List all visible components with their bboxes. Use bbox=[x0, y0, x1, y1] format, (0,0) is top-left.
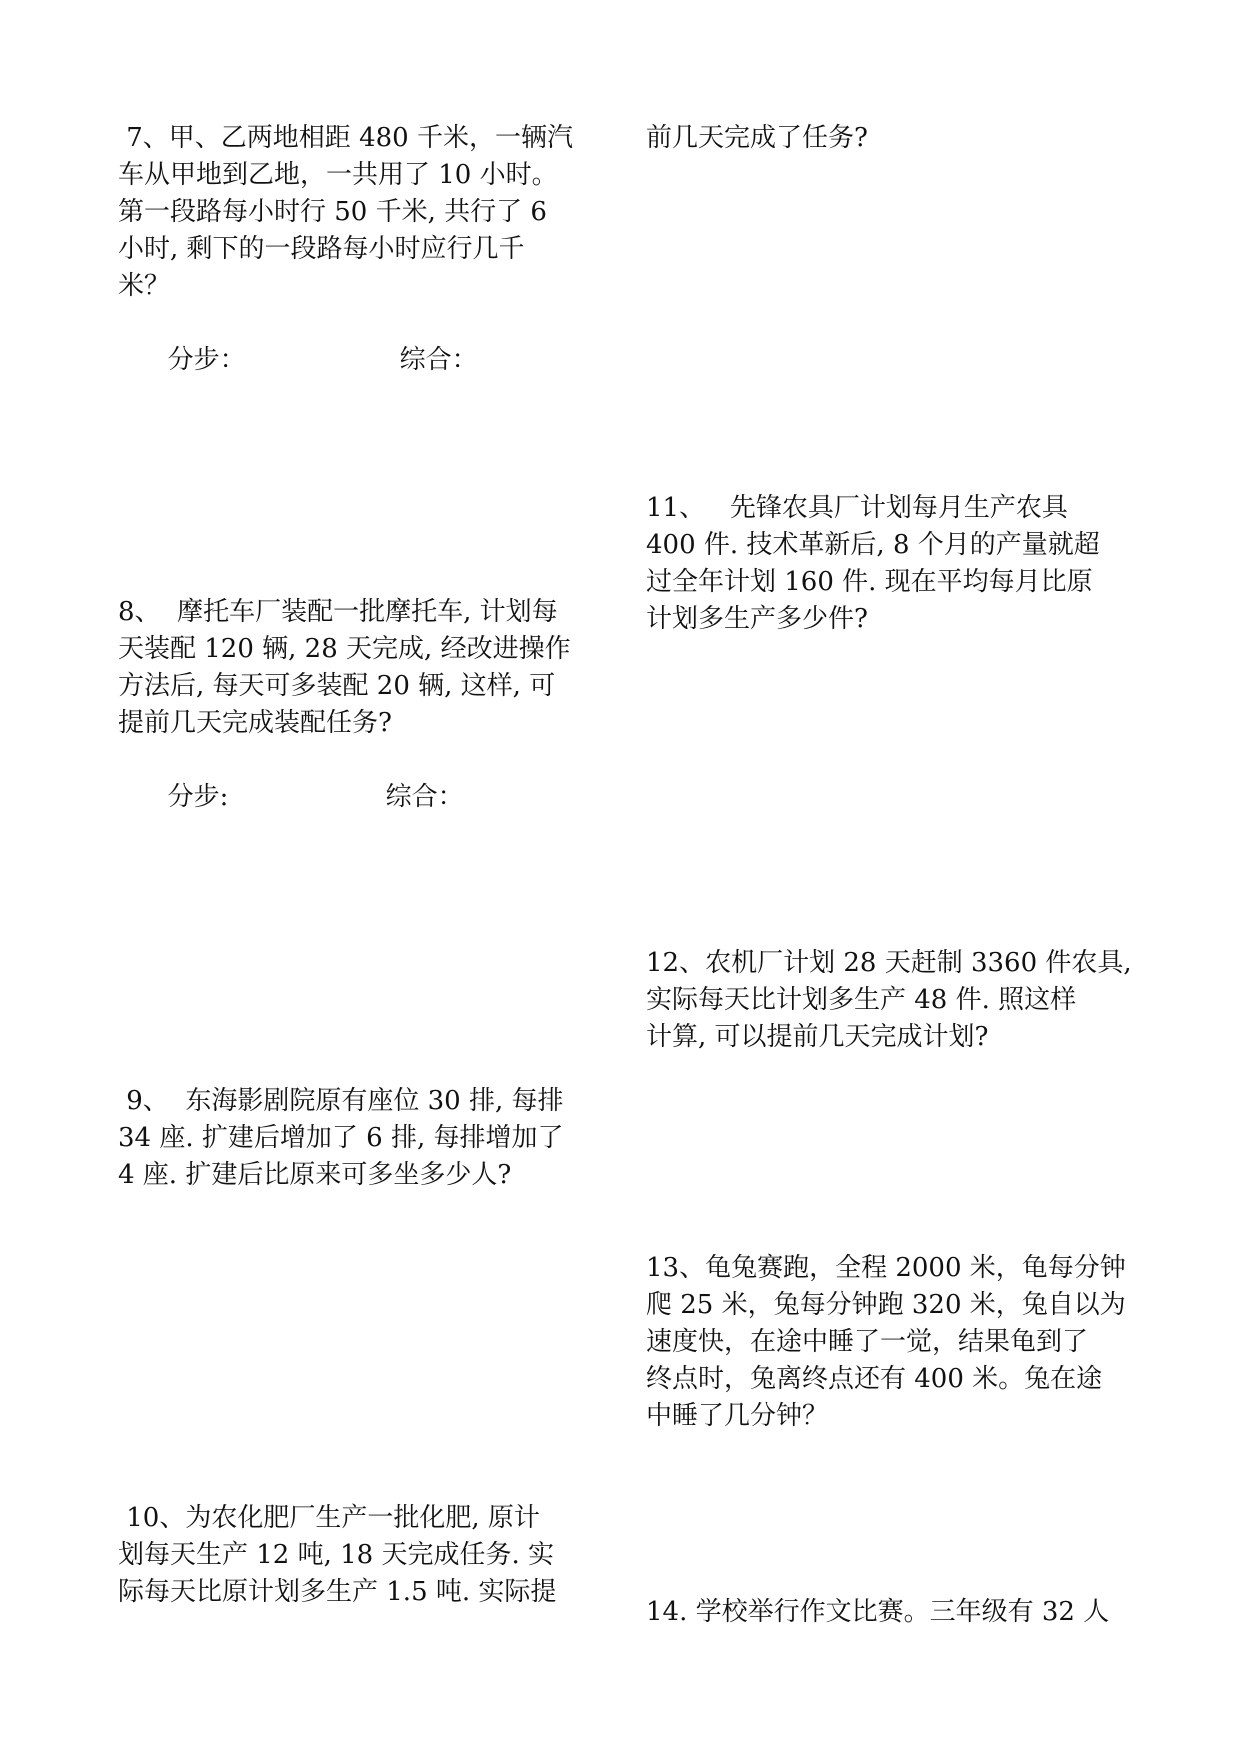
problem-12-line-2: 实际每天比计划多生产 48 件. 照这样 bbox=[646, 985, 1077, 1015]
problem-8-line-3: 方法后, 每天可多装配 20 辆, 这样, 可 bbox=[118, 671, 556, 701]
problem-13 bbox=[646, 1250, 1156, 1435]
problem-10 bbox=[118, 1500, 628, 1611]
combined-label: 综合： bbox=[399, 345, 478, 375]
problem-7-line-4: 小时, 剩下的一段路每小时应行几千 bbox=[118, 234, 525, 264]
problem-7-line-1: 7、甲、乙两地相距 480 千米，一辆汽 bbox=[118, 123, 573, 153]
step-label: 分步: bbox=[167, 782, 229, 812]
problem-13-line-1: 13、龟兔赛跑，全程 2000 米，龟每分钟 bbox=[646, 1253, 1126, 1283]
problem-9 bbox=[118, 1083, 628, 1194]
problem-7-answer-labels bbox=[118, 305, 628, 375]
problem-7 bbox=[118, 120, 628, 375]
problem-10-line-1: 10、为农化肥厂生产一批化肥, 原计 bbox=[118, 1503, 540, 1533]
problem-11 bbox=[646, 490, 1156, 638]
problem-13-line-5: 中睡了几分钟？ bbox=[646, 1401, 829, 1431]
problem-8-line-2: 天装配 120 辆, 28 天完成, 经改进操作 bbox=[118, 634, 571, 664]
problem-11-line-4: 计划多生产多少件? bbox=[646, 604, 868, 634]
problem-7-line-3: 第一段路每小时行 50 千米, 共行了 6 bbox=[118, 197, 547, 227]
problem-10-line-2: 划每天生产 12 吨, 18 天完成任务. 实 bbox=[118, 1540, 555, 1570]
problem-11-line-3: 过全年计划 160 件. 现在平均每月比原 bbox=[646, 567, 1093, 597]
problem-12 bbox=[646, 945, 1156, 1056]
problem-8-line-1: 8、 摩托车厂装配一批摩托车, 计划每 bbox=[118, 597, 558, 627]
problem-13-line-2: 爬 25 米，兔每分钟跑 320 米，兔自以为 bbox=[646, 1290, 1126, 1320]
problem-7-line-5: 米？ bbox=[118, 271, 171, 301]
problem-10-continued-line-1: 前几天完成了任务? bbox=[646, 123, 868, 153]
problem-13-line-4: 终点时，兔离终点还有 400 米。兔在途 bbox=[646, 1364, 1103, 1394]
problem-9-line-3: 4 座. 扩建后比原来可多坐多少人? bbox=[118, 1160, 512, 1190]
problem-8-line-4: 提前几天完成装配任务? bbox=[118, 708, 392, 738]
step-label: 分步： bbox=[167, 345, 246, 375]
problem-12-line-3: 计算, 可以提前几天完成计划? bbox=[646, 1022, 989, 1052]
problem-12-line-1: 12、农机厂计划 28 天赶制 3360 件农具, bbox=[646, 948, 1132, 978]
problem-10-line-3: 际每天比原计划多生产 1.5 吨. 实际提 bbox=[118, 1577, 557, 1607]
problem-8 bbox=[118, 594, 628, 812]
problem-13-line-3: 速度快，在途中睡了一觉，结果龟到了 bbox=[646, 1327, 1089, 1357]
problem-11-line-2: 400 件. 技术革新后, 8 个月的产量就超 bbox=[646, 530, 1100, 560]
problem-11-line-1: 11、 先锋农具厂计划每月生产农具 bbox=[646, 493, 1068, 523]
problem-8-answer-labels bbox=[118, 742, 628, 812]
combined-label: 综合： bbox=[385, 782, 464, 812]
problem-9-line-1: 9、 东海影剧院原有座位 30 排, 每排 bbox=[118, 1086, 564, 1116]
problem-14-line-1: 14. 学校举行作文比赛。三年级有 32 人 bbox=[646, 1597, 1110, 1627]
problem-9-line-2: 34 座. 扩建后增加了 6 排, 每排增加了 bbox=[118, 1123, 564, 1153]
problem-10-continued bbox=[646, 120, 1156, 157]
problem-7-line-2: 车从甲地到乙地，一共用了 10 小时。 bbox=[118, 160, 558, 190]
problem-14 bbox=[646, 1594, 1156, 1631]
